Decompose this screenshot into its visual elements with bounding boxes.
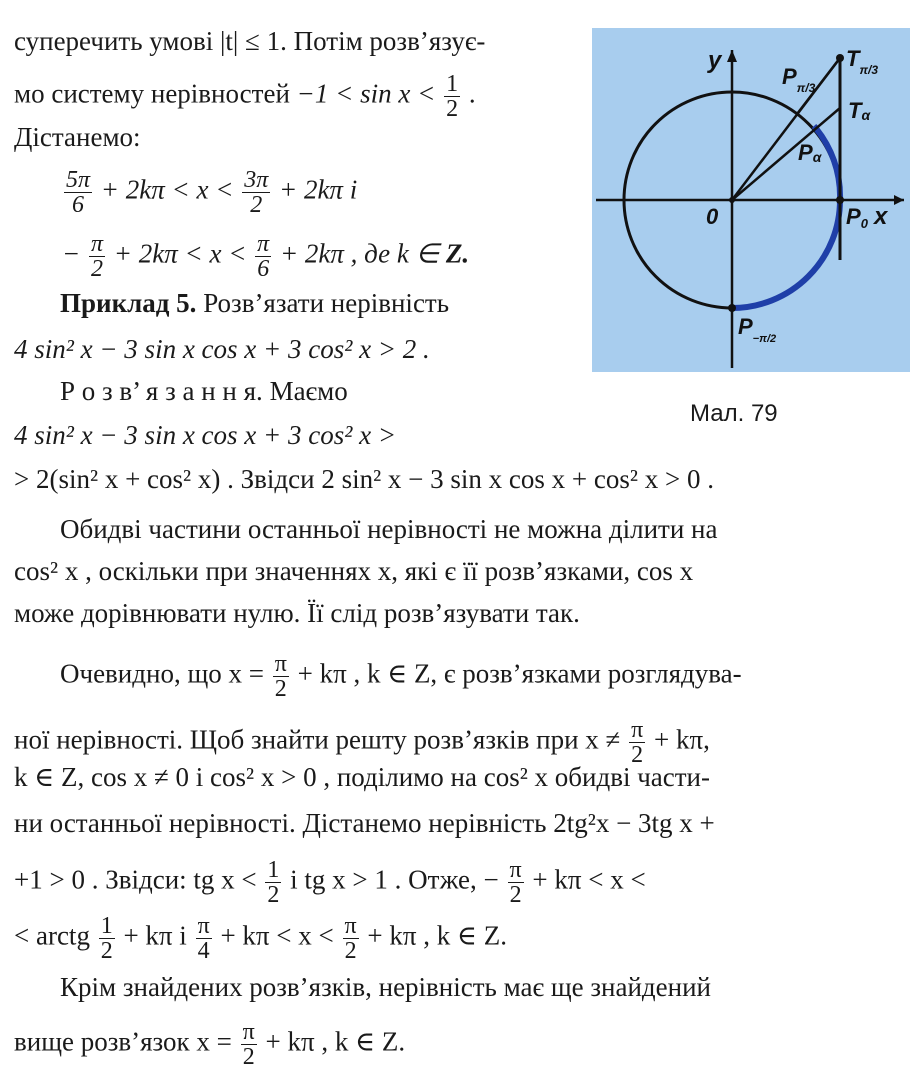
text-line-3: Дістанемо: [14, 122, 141, 152]
solution-line-1: 4 sin² x − 3 sin x cos x + 3 cos² x > [14, 420, 397, 450]
text-line-2: мо систему нерівностей −1 < sin x < $\frac{1}{2}$ . [14, 71, 476, 122]
solution-line-2: > 2(sin² x + cos² x) . Звідси 2 sin² x − 3 sin x cos x + cos² x > 0 . [14, 464, 714, 494]
y-axis-arrow-icon [727, 50, 737, 62]
math-fragment: + 2kπ < x < [113, 238, 247, 269]
paragraph-2-line-6 [14, 914, 507, 963]
label-y-axis: y [708, 47, 722, 74]
math-fragment: + 2kπ і [278, 174, 358, 205]
example-task: Розв’язати нерівність [203, 288, 450, 318]
text-fragment: мо систему нерівностей [14, 78, 290, 109]
solution-text: Маємо [269, 376, 348, 406]
text-fragment: + kπ , k ∈ Z. [367, 920, 507, 951]
fraction: $\frac{\pi}{2}$ [90, 231, 104, 282]
paragraph-3-line-2 [14, 1020, 405, 1069]
solution-label: Р о з в’ я з а н н я. [60, 376, 263, 406]
figure-caption: Мал. 79 [690, 400, 778, 427]
fraction-one-half: $\frac{1}{2}$ [446, 71, 459, 122]
ray-alpha [732, 108, 840, 200]
fraction: $\frac{\pi}{4}$ [197, 913, 210, 964]
text-fragment: + kπ < x < [532, 864, 646, 895]
text-fragment: суперечить умові [14, 26, 214, 56]
math-fragment: + 2kπ , де k ∈ [279, 238, 440, 269]
text-fragment: вище розв’язок x = [14, 1026, 232, 1057]
math-abs-t: |t| ≤ 1. [220, 26, 287, 56]
solution-heading [60, 374, 348, 408]
text-line-1 [14, 24, 485, 58]
fraction: $\frac{\pi}{2}$ [631, 717, 644, 768]
unit-circle-diagram [592, 28, 910, 372]
paragraph-1-line-2: cos² x , оскільки при значеннях x, які є її розв’язками, cos x [14, 556, 694, 586]
text-fragment: і tg x > 1 . Отже, − [290, 864, 499, 895]
fraction: $\frac{1}{2}$ [100, 913, 113, 964]
label-origin: 0 [706, 204, 719, 229]
text-fragment: + kπ , k ∈ Z. [265, 1026, 406, 1057]
math-set-z: Z. [445, 238, 470, 269]
text-fragment: + kπ і [123, 920, 187, 951]
text-fragment: + kπ < x < [220, 920, 334, 951]
fraction: $\frac{\pi}{2}$ [274, 651, 287, 702]
fraction: $\frac{\pi}{2}$ [344, 913, 357, 964]
paragraph-2-line-5 [14, 858, 646, 907]
x-axis-arrow-icon [894, 195, 904, 205]
point-t-pi3 [836, 54, 844, 62]
point-p-neg-pi2 [728, 304, 736, 312]
math-fragment: + 2kπ < x < [100, 174, 234, 205]
example-5-inequality: 4 sin² x − 3 sin x cos x + 3 cos² x > 2 . [14, 334, 430, 364]
fraction: $\frac{3\pi}{2}$ [244, 167, 269, 218]
math-line-5 [62, 232, 469, 281]
fraction: $\frac{5\pi}{6}$ [66, 167, 91, 218]
paragraph-1-line-3: може дорівнювати нулю. Її слід розв’язувати так. [14, 598, 580, 628]
paragraph-2-line-1 [60, 652, 742, 701]
text-fragment: + kπ , k ∈ Z, є розв’язками розглядува- [297, 658, 742, 689]
label-t-pi3: $T_{\pi/3}$ [846, 46, 879, 77]
text-fragment: +1 > 0 . Звідси: tg x < [14, 864, 257, 895]
fraction: $\frac{\pi}{2}$ [509, 857, 522, 908]
example-label: Приклад 5. [60, 288, 197, 318]
paragraph-1-line-1: Обидві частини останньої нерівності не можна ділити на [60, 514, 718, 544]
origin-point [729, 197, 735, 203]
math-inequality: −1 < sin x < [296, 78, 436, 109]
paragraph-2-line-3: k ∈ Z, cos x ≠ 0 і cos² x > 0 , поділимо на cos² x обидві части- [14, 762, 711, 792]
paragraph-2-line-4: ни останньої нерівності. Дістанемо нерівність 2tg²x − 3tg x + [14, 808, 715, 838]
math-fragment: − [62, 238, 81, 269]
text-fragment: Очевидно, що x = [60, 658, 264, 689]
unit-circle-figure [592, 28, 910, 372]
example-5-heading [60, 286, 449, 320]
math-line-4 [62, 168, 357, 217]
label-x-axis: x [874, 203, 888, 230]
fraction: $\frac{\pi}{2}$ [242, 1019, 255, 1070]
text-fragment: ної нерівності. Щоб знайти решту розв’язків при x ≠ [14, 724, 621, 755]
text-fragment: Потім розв’язує- [293, 26, 486, 56]
fraction: $\frac{1}{2}$ [267, 857, 280, 908]
label-p-pi3: $P_{\pi/3}$ [782, 64, 816, 95]
paragraph-3-line-1: Крім знайдених розв’язків, нерівність має ще знайдений [60, 972, 711, 1002]
text-fragment: + kπ, [653, 724, 710, 755]
label-p-alpha: Pα [798, 140, 822, 165]
label-p0: P0 [846, 204, 868, 231]
text-fragment: < arctg [14, 920, 90, 951]
label-p-neg-pi2: $P_{-\pi/2}$ [738, 314, 777, 345]
point-p0 [836, 196, 844, 204]
solution-arc-lower [732, 200, 840, 308]
fraction: $\frac{\pi}{6}$ [257, 231, 270, 282]
label-t-alpha: Tα [848, 98, 871, 123]
